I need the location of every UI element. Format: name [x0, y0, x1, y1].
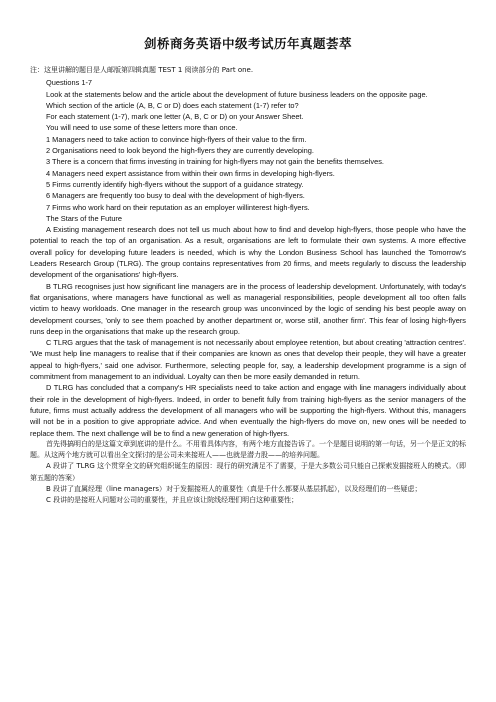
- source-note: 注：这里讲解的题目是人邮版第四辑真题 TEST 1 阅读部分的 Part one.: [30, 66, 254, 74]
- statement-7: 7 Firms who work hard on their reputation as an employer willinterest high-flyers.: [46, 202, 310, 212]
- instruction-3: For each statement (1-7), mark one letter (A, B, C or D) on your Answer Sheet.: [46, 112, 304, 122]
- questions-label: Questions 1-7: [46, 78, 93, 88]
- statement-4: 4 Managers need expert assistance from within their own firms in developing high-flyers.: [46, 168, 335, 178]
- analysis-paragraph-intro: 首先得搞明白的是这篇文章到底讲的是什么。不用看具体内容，有两个地方直接告诉了。一个是题目说明的第一句话，另一个是正文的标题。从这两个地方就可以看出全文探讨的是公司未来接班人——也就是潜力股——的培养问题。: [30, 439, 466, 460]
- instruction-2: Which section of the article (A, B, C or D) does each statement (1-7) refer to?: [46, 100, 299, 110]
- article-paragraph-b: B TLRG recognises just how significant line managers are in the process of leadership development. Unfortunately, with today's flat organisations, where managers have functional as well as managerial responsibilities, people development all too often falls victim to heavy workloads. One manager in the research group was unconvinced by the logic of sending his best people away on development courses, 'only to see them poached by another department or, worse still, another firm'. This fear of losing high-flyers runs deep in the organisations that make up the research group.: [30, 281, 466, 336]
- article-paragraph-a: A Existing management research does not tell us much about how to find and develop high-flyers, those people who have the potential to reach the top of an organisation. As a result, organisations are left to formulate their own systems. A more effective overall policy for developing future leaders is needed, which is why the London Business School has launched the Tomorrow's Leaders Research Group (TLRG). The group contains representatives from 20 firms, and meets regularly to discuss the leadership development of the organisations' high-flyers.: [30, 225, 466, 280]
- statement-3: 3 There is a concern that firms investing in training for high-flyers may not gain the benefits themselves.: [46, 157, 384, 167]
- statement-5: 5 Firms currently identify high-flyers without the support of a guidance strategy.: [46, 179, 304, 189]
- statement-1: 1 Managers need to take action to convince high-flyers of their value to the firm.: [46, 134, 307, 144]
- statement-2: 2 Organisations need to look beyond the high-flyers they are currently developing.: [46, 146, 314, 156]
- analysis-paragraph-c: C 段讲的是接班人问题对公司的重要性，并且应该让院线经理们明白这种重要性；: [46, 496, 299, 505]
- statement-6: 6 Managers are frequently too busy to deal with the development of high-flyers.: [46, 191, 305, 201]
- article-paragraph-d: D TLRG has concluded that a company's HR specialists need to take action and engage with line managers individually about their role in the development of high-flyers. Indeed, in order to benefit fully from training high-flyers as the senior managers of the future, firms must actually address the development of all managers who will be supporting the high-flyers. Without this, managers will not be in a position to give appropriate advice. And when eventually the high-flyers do move on, new ones will be needed to replace them. The next challenge will be to find a new generation of high-flyers.: [30, 383, 466, 438]
- analysis-paragraph-b: B 段讲了直属经理（line managers）对于发掘接班人的重要性（真是千什么都要从基层抓起），以及经理们的一些疑虑；: [46, 484, 422, 493]
- article-title: The Stars of the Future: [46, 213, 122, 223]
- analysis-paragraph-a: A 段讲了 TLRG 这个贯穿全文的研究组织诞生的原因：现行的研究满足不了需要，于是大多数公司只能自己探索发掘接班人的模式。（即第五题的答案）: [30, 462, 466, 482]
- instruction-1: Look at the statements below and the article about the development of future business leaders on the opposite page.: [46, 89, 428, 99]
- page-title: 剑桥商务英语中级考试历年真题荟萃: [143, 36, 352, 51]
- article-paragraph-c: C TLRG argues that the task of management is not necessarily about employee retention, but about creating 'attraction centres'. 'We must help line managers to realise that if their companies are known as ones that develop their people, they will have a greater appeal to high-flyers,' said one advisor. Furthermore, selecting people for, say, a leadership development programme is a sign of commitment from management to an individual. Loyalty can then be more easily demanded in return.: [30, 338, 466, 382]
- instruction-4: You will need to use some of these letters more than once.: [46, 123, 238, 133]
